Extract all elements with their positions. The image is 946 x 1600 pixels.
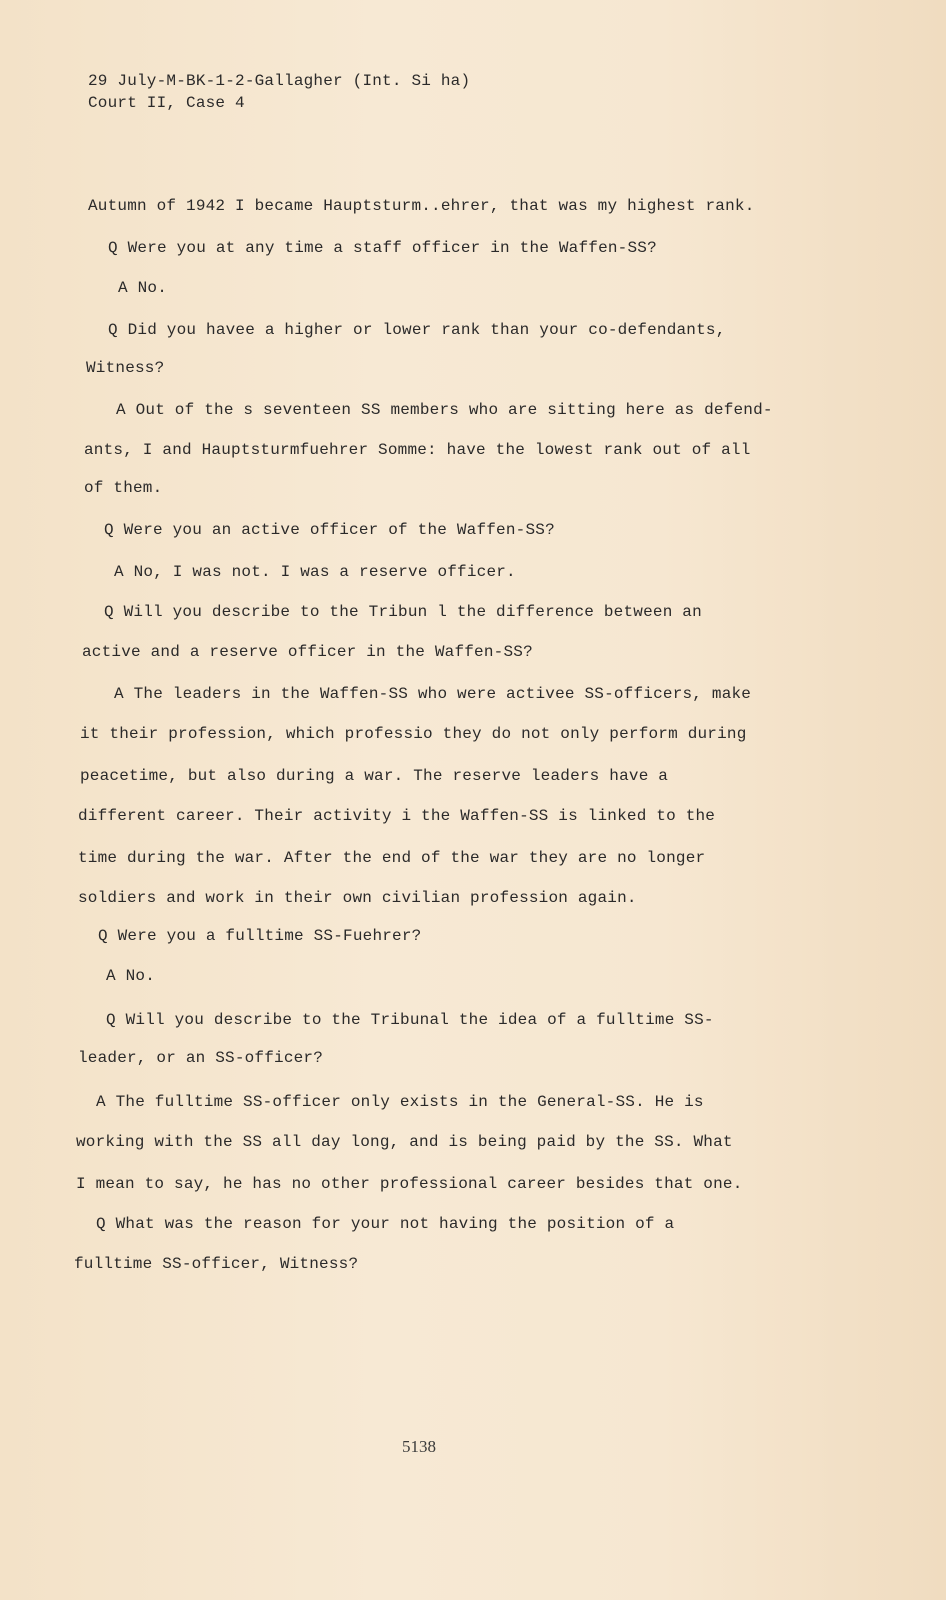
transcript-line: working with the SS all day long, and is being paid by the SS. What (76, 1133, 733, 1151)
transcript-line: Q Did you havee a higher or lower rank than your co-defendants, (108, 321, 726, 339)
document-header (88, 70, 470, 114)
transcript-line: of them. (84, 479, 163, 497)
transcript-line: Q Were you at any time a staff officer in the Waffen-SS? (108, 239, 657, 257)
transcript-line: ants, I and Hauptsturmfuehrer Somme: have the lowest rank out of all (84, 441, 751, 459)
page-number: 5138 (402, 1437, 436, 1456)
transcript-line: Q Will you describe to the Tribun l the difference between an (104, 603, 702, 621)
transcript-line: A No, I was not. I was a reserve officer. (114, 563, 516, 581)
transcript-line: active and a reserve officer in the Waffen-SS? (82, 643, 533, 661)
transcript-line: I mean to say, he has no other professional career besides that one. (76, 1175, 743, 1193)
transcript-line: Autumn of 1942 I became Hauptsturm..ehrer, that was my highest rank. (88, 197, 755, 215)
transcript-line: Witness? (86, 359, 165, 377)
transcript-line: A The fulltime SS-officer only exists in the General-SS. He is (96, 1093, 704, 1111)
transcript-line: A Out of the s seventeen SS members who are sitting here as defend- (116, 401, 773, 419)
transcript-line: A No. (118, 279, 168, 297)
transcript-line: it their profession, which professio they do not only perform during (80, 725, 747, 743)
transcript-line: Q Were you an active officer of the Waffen-SS? (104, 521, 555, 539)
transcript-line: fulltime SS-officer, Witness? (74, 1255, 359, 1273)
transcript-line: time during the war. After the end of the war they are no longer (78, 849, 706, 867)
transcript-line: Q Were you a fulltime SS-Fuehrer? (98, 927, 422, 945)
transcript-line: Q Will you describe to the Tribunal the idea of a fulltime SS- (106, 1011, 714, 1029)
transcript-line: Q What was the reason for your not having the position of a (96, 1215, 675, 1233)
transcript-line: A The leaders in the Waffen-SS who were activee SS-officers, make (114, 685, 752, 703)
transcript-line: A No. (106, 967, 156, 985)
transcript-line: different career. Their activity i the Waffen-SS is linked to the (78, 807, 716, 825)
transcript-line: leader, or an SS-officer? (78, 1049, 324, 1067)
transcript-line: soldiers and work in their own civilian profession again. (78, 889, 637, 907)
header-reference-line: 29 July-M-BK-1-2-Gallagher (Int. Si ha) (88, 72, 471, 90)
transcript-line: peacetime, but also during a war. The reserve leaders have a (80, 767, 669, 785)
header-court-case-line: Court II, Case 4 (88, 94, 245, 112)
